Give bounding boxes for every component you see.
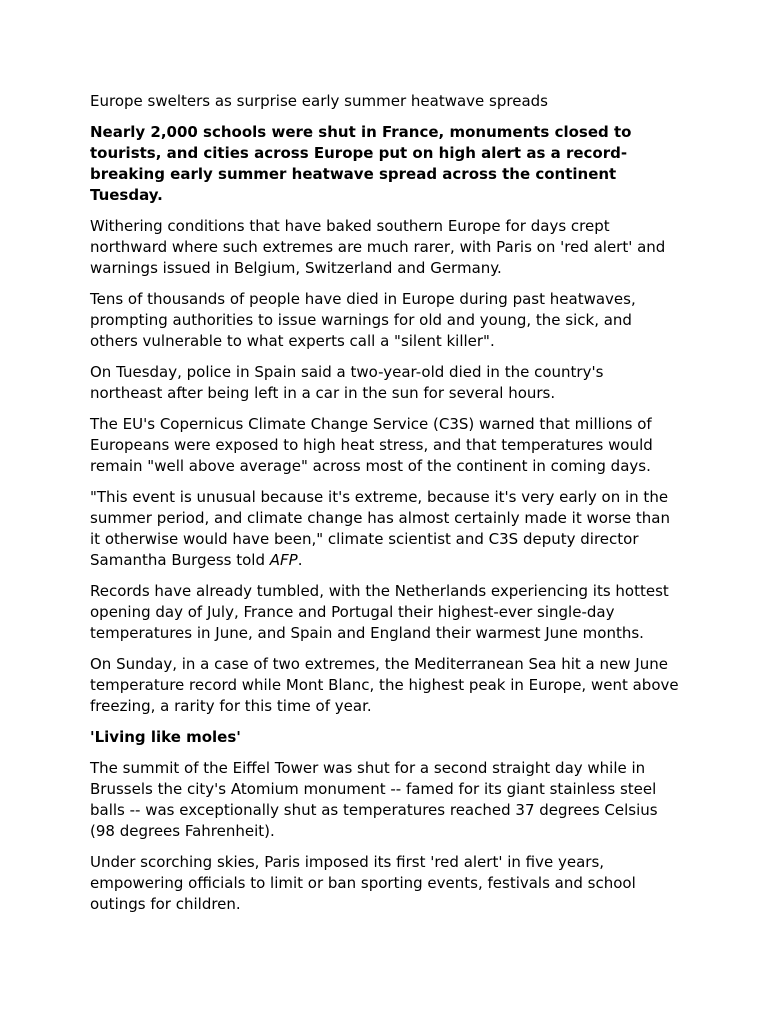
article	[90, 91, 680, 925]
article-title: Europe swelters as surprise early summer heatwave spreads	[90, 92, 548, 110]
paragraph: Withering conditions that have baked southern Europe for days crept northward where such extremes are much rarer, with Paris on 'red alert' and warnings issued in Belgium, Switzerland and Germany.	[90, 217, 666, 277]
section-heading: 'Living like moles'	[90, 728, 241, 746]
paragraph: Records have already tumbled, with the Netherlands experiencing its hottest opening day of July, France and Portugal their highest-ever single-day temperatures in June, and Spain and England their warmest June months.	[90, 582, 669, 642]
article-lead: Nearly 2,000 schools were shut in France, monuments closed to tourists, and cities across Europe put on high alert as a record-breaking early summer heatwave spread across the continent Tuesday.	[90, 123, 632, 204]
quote-end: .	[297, 551, 303, 569]
paragraph: On Sunday, in a case of two extremes, the Mediterranean Sea hit a new June temperature record while Mont Blanc, the highest peak in Europe, went above freezing, a rarity for this time of year.	[90, 655, 679, 715]
paragraph: The EU's Copernicus Climate Change Service (C3S) warned that millions of Europeans were exposed to high heat stress, and that temperatures would remain "well above average" across most of the continent in coming days.	[90, 415, 653, 475]
paragraph: On Tuesday, police in Spain said a two-year-old died in the country's northeast after being left in a car in the sun for several hours.	[90, 363, 604, 402]
news-agency: AFP	[269, 551, 298, 569]
paragraph: The summit of the Eiffel Tower was shut for a second straight day while in Brussels the city's Atomium monument -- famed for its giant stainless steel balls -- was exceptionally shut as temperatures reached 37 degrees Celsius (98 degrees Fahrenheit).	[90, 759, 658, 840]
paragraph: Tens of thousands of people have died in Europe during past heatwaves, prompting authorities to issue warnings for old and young, the sick, and others vulnerable to what experts call a "silent killer".	[90, 290, 636, 350]
paragraph-quote	[90, 487, 680, 571]
paragraph: Under scorching skies, Paris imposed its first 'red alert' in five years, empowering officials to limit or ban sporting events, festivals and school outings for children.	[90, 853, 636, 913]
quote-text: "This event is unusual because it's extreme, because it's very early on in the summer period, and climate change has almost certainly made it worse than it otherwise would have been," climate scientist and C3S deputy director Samantha Burgess told	[90, 488, 670, 569]
